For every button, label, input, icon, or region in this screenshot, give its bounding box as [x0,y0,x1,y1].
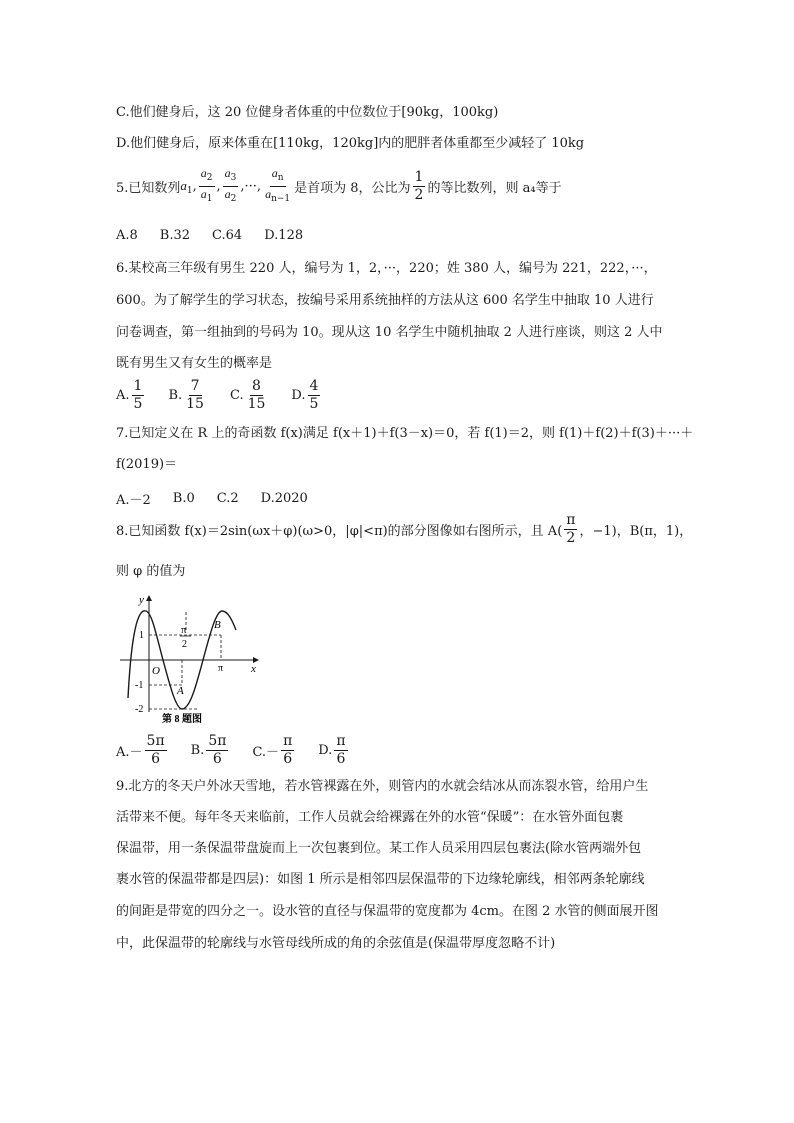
tick-minus-1: -1 [135,680,144,691]
q6-option-d: D. $\frac{4}{5}$ [291,378,319,412]
q7-line-2: f(2019)＝ [116,457,178,472]
q5-dots: ,···, [240,179,262,194]
q6-line-2: 600。为了解学生的学习状态，按编号采用系统抽样的方法从这 600 名学生中抽取 10 人进行 [116,293,654,308]
q6-line-4: 既有男生又有女生的概率是 [116,356,273,371]
question-5: 5.已知数列 $a_1$, $\frac{a_2}{a_1}$ , $\frac{a_3}{a_2}$ ,···, $\frac{a_n}{a_{n-1}}$ 是首项为 8，公比为 $\frac{1}{2}$ 的等比数列，则 a₄等于 [116,166,562,207]
q5-frac-half: $\frac{1}{2}$ [414,169,424,203]
q9-line-3: 保温带，用一条保温带盘旋而上一次包裹到位。某工作人员采用四层包裹法(除水管两端外包 [116,841,642,856]
tick-pi: π [218,663,224,674]
q9-line-1: 9.北方的冬天户外冰天雪地，若水管裸露在外，则管内的水就会结冰从而冻裂水管，给用户生 [116,779,649,794]
q5-prefix: 5.已知数列 [116,181,181,196]
q5-mid: 是首项为 8，公比为 [294,181,411,196]
q5-option-b: B.32 [159,228,191,243]
q5-options [116,228,325,243]
y-axis-label: y [139,594,144,606]
q6-line-3: 问卷调查，第一组抽到的号码为 10。现从这 10 名学生中随机抽取 2 人进行座谈，则这 2 人中 [116,325,663,340]
q6-option-c: C. $\frac{8}{15}$ [229,378,266,412]
point-b-label: B [214,619,221,631]
q7-options [116,489,330,508]
q8-option-c: C.－ $\frac{\pi}{6}$ [252,733,293,767]
q7-line-1: 7.已知定义在 R 上的奇函数 f(x)满足 f(x＋1)＋f(3－x)＝0，若 f(1)＝2，则 f(1)＋f(2)＋f(3)＋···＋ [116,426,694,441]
q8-option-b: B. $\frac{5\pi}{6}$ [190,733,227,767]
q8-text-after: ，−1)，B(π，1)， [579,524,693,539]
q8-option-d: D. $\frac{\pi}{6}$ [318,733,346,767]
q5-a1: $a_1$, [180,177,197,196]
q6-line-1: 6.某校高三年级有男生 220 人，编号为 1，2，···，220；姓 380 人，编号为 221，222，···， [116,261,657,276]
q7-option-d: D.2020 [260,491,308,506]
q8-text-before: 8.已知函数 f(x)＝2sin(ωx＋φ)(ω>0，|φ|<π)的部分图像如右图所示，且 A( [116,524,563,539]
x-axis-label: x [251,663,256,675]
q9-line-4: 裹水管的保温带都是四层)：如图 1 所示是相邻四层保温带的下边缘轮廓线，相邻两条轮廓线 [116,872,645,887]
q9-line-6: 中，此保温带的轮廓线与水管母线所成的角的余弦值是(保温带厚度忽略不计) [116,936,556,951]
q8-frac-pi2: $\frac{\pi}{2}$ [566,512,576,546]
tick-1: 1 [139,630,144,641]
origin-label: O [152,665,160,677]
q5-frac-n: $\frac{a_n}{a_{n-1}}$ [265,166,291,204]
option-d-text: D.他们健身后，原来体重在[110kg，120kg]内的肥胖者体重都至少减轻了 10kg [116,136,585,151]
tick-minus-2: -2 [135,704,144,715]
q5-suffix: 的等比数列，则 a₄等于 [427,181,562,196]
q5-option-c: C.64 [212,228,243,243]
q8-line-2: 则 φ 的值为 [116,564,186,579]
point-a-label: A [177,685,184,697]
q7-option-b: B.0 [172,491,195,506]
q8-option-a: A.－ $\frac{5\pi}{6}$ [116,733,165,767]
q7-option-c: C.2 [216,491,239,506]
q8-line-1 [116,512,692,547]
tick-pi-over-2-num: π [181,624,187,636]
q6-option-a: A. $\frac{1}{5}$ [116,378,143,412]
q5-option-a: A.8 [116,228,138,243]
q8-options [116,733,372,768]
q5-frac-2: $\frac{a_2}{a_1}$ [200,166,213,204]
option-c-text: C.他们健身后，这 20 位健身者体重的中位数位于[90kg，100kg) [116,105,499,120]
q6-options [116,378,344,413]
tick-pi-over-2-den: 2 [182,639,187,650]
q6-option-b: B. $\frac{7}{15}$ [168,378,204,412]
q5-frac-3: $\frac{a_3}{a_2}$ [224,166,237,204]
q7-option-a: A.－2 [116,493,151,508]
graph-caption: 第 8 题图 [162,714,202,725]
q9-line-5: 的间距是带宽的四分之一。设水管的直径与保温带的宽度都为 4cm。在图 2 水管的侧面展开图 [116,904,659,919]
q8-function-graph [118,590,268,725]
q5-option-d: D.128 [264,228,304,243]
q9-line-2: 活带来不便。每年冬天来临前，工作人员就会给裸露在外的水管“保暖”：在水管外面包裹 [116,810,624,825]
